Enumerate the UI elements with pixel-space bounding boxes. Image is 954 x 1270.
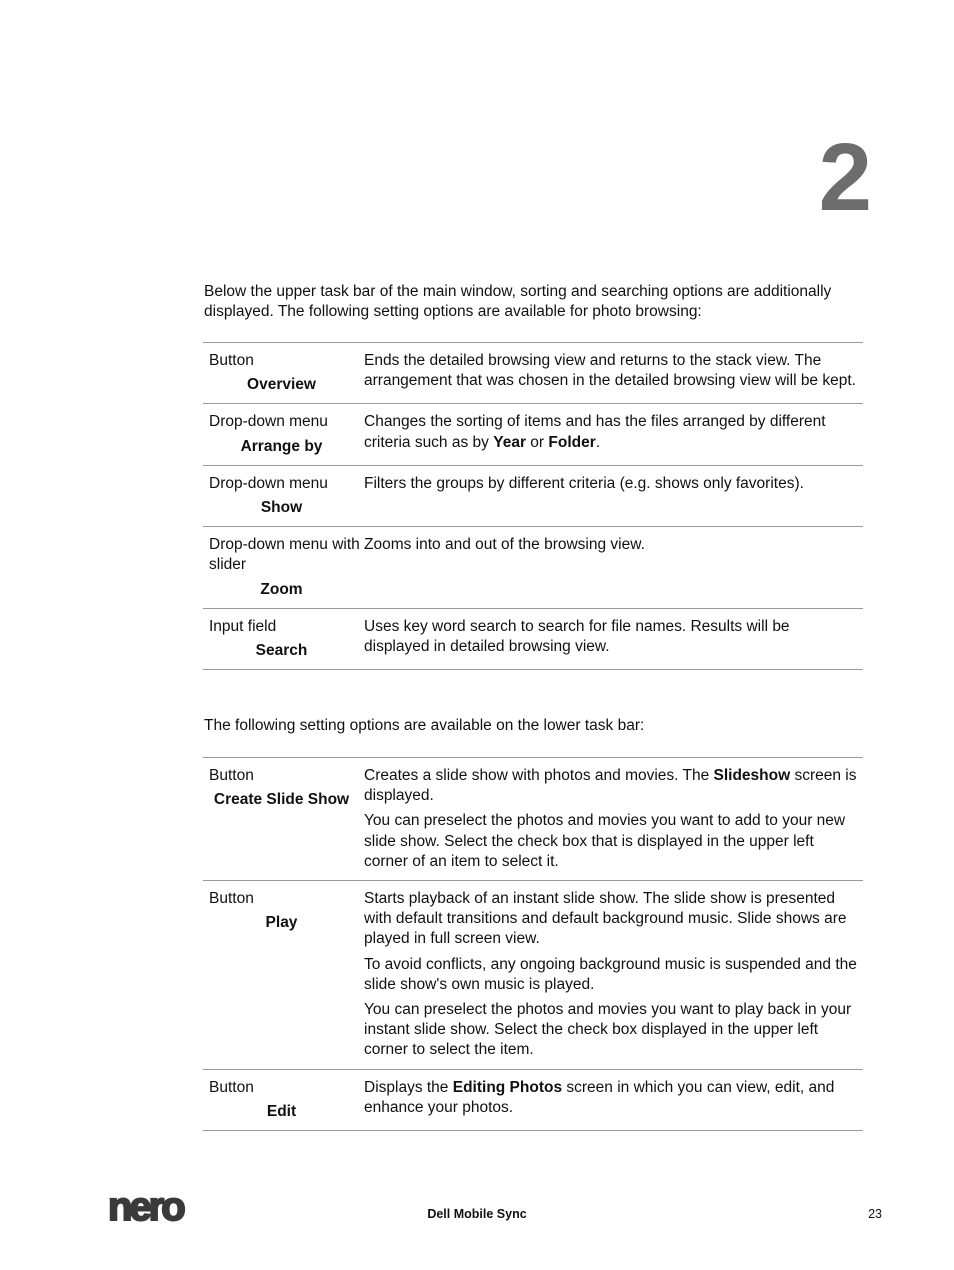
control-cell bbox=[203, 404, 364, 465]
control-type: Button bbox=[209, 352, 254, 369]
emphasized-term: Folder bbox=[548, 433, 596, 451]
footer-title: Dell Mobile Sync bbox=[427, 1207, 527, 1221]
control-type: Button bbox=[209, 767, 254, 784]
description-cell bbox=[364, 1069, 863, 1130]
section1-intro: Below the upper task bar of the main window, sorting and searching options are additionally displayed. The following setting options are available for photo browsing: bbox=[204, 283, 832, 320]
page-number: 23 bbox=[868, 1207, 882, 1221]
description-cell bbox=[364, 404, 863, 465]
control-type: Button bbox=[209, 890, 254, 908]
control-cell bbox=[203, 465, 364, 526]
description-cell bbox=[364, 758, 863, 881]
photo-browsing-options-table bbox=[203, 342, 863, 670]
control-cell bbox=[203, 1069, 364, 1130]
description-paragraph: Zooms into and out of the browsing view. bbox=[364, 536, 645, 554]
nero-logo-text: nero bbox=[108, 1190, 183, 1224]
control-cell bbox=[203, 608, 364, 669]
description-paragraph: Creates a slide show with photos and movies. The Slideshow screen is displayed. bbox=[364, 767, 857, 805]
description-paragraph: Ends the detailed browsing view and returns to the stack view. The arrangement that was chosen in the detailed browsing view will be kept. bbox=[364, 352, 856, 390]
description-cell bbox=[364, 608, 863, 669]
table-row bbox=[203, 404, 863, 465]
control-cell bbox=[203, 343, 364, 404]
section2-intro: The following setting options are available on the lower task bar: bbox=[204, 717, 645, 734]
control-type: Input field bbox=[209, 617, 277, 635]
control-name: Overview bbox=[247, 376, 316, 394]
description-paragraph: You can preselect the photos and movies you want to play back in your instant slide show. Select the check box displayed in the upper left corner to select the item. bbox=[364, 1001, 852, 1059]
control-name: Edit bbox=[266, 1102, 297, 1120]
description-paragraph: Filters the groups by different criteria (e.g. shows only favorites). bbox=[364, 474, 804, 492]
description-cell bbox=[364, 343, 863, 404]
control-cell bbox=[203, 527, 364, 609]
emphasized-term: Editing Photos bbox=[452, 1078, 563, 1096]
chapter-number: 2 bbox=[818, 124, 872, 231]
table-row bbox=[203, 608, 863, 669]
table-row bbox=[203, 758, 863, 881]
table-row bbox=[203, 1069, 863, 1130]
table-row bbox=[203, 465, 863, 526]
control-name: Search bbox=[255, 642, 308, 660]
control-name: Show bbox=[260, 499, 303, 517]
description-paragraph: Changes the sorting of items and has the files arranged by different criteria such as by Year or Folder. bbox=[364, 413, 826, 451]
description-paragraph: To avoid conflicts, any ongoing background music is suspended and the slide show's own music is played. bbox=[364, 955, 857, 993]
table-row bbox=[203, 881, 863, 1070]
control-name: Create Slide Show bbox=[213, 791, 350, 809]
description-cell bbox=[364, 881, 863, 1070]
control-type: Drop-down menu with slider bbox=[209, 536, 360, 574]
emphasized-term: Year bbox=[493, 433, 526, 451]
description-cell bbox=[364, 465, 863, 526]
control-type: Drop-down menu bbox=[209, 474, 328, 492]
control-name: Zoom bbox=[260, 580, 303, 598]
emphasized-term: Slideshow bbox=[713, 767, 791, 784]
description-paragraph: Displays the Editing Photos screen in which you can view, edit, and enhance your photos. bbox=[364, 1078, 835, 1116]
table-row bbox=[203, 343, 863, 404]
control-cell bbox=[203, 881, 364, 1070]
description-paragraph: You can preselect the photos and movies you want to add to your new slide show. Select the check box that is displayed in the upper left corner of an item to select it. bbox=[364, 812, 846, 870]
control-type: Button bbox=[209, 1078, 254, 1096]
description-paragraph: Uses key word search to search for file names. Results will be displayed in detailed browsing view. bbox=[364, 617, 790, 656]
control-type: Drop-down menu bbox=[209, 413, 328, 431]
description-paragraph: Starts playback of an instant slide show. The slide show is presented with default transitions and default background music. Slide shows are played in full screen view. bbox=[364, 890, 847, 948]
table-row bbox=[203, 527, 863, 609]
control-name: Arrange by bbox=[240, 437, 323, 455]
control-cell bbox=[203, 758, 364, 881]
control-name: Play bbox=[265, 914, 298, 932]
description-cell bbox=[364, 527, 863, 609]
lower-taskbar-options-table bbox=[203, 757, 863, 1131]
